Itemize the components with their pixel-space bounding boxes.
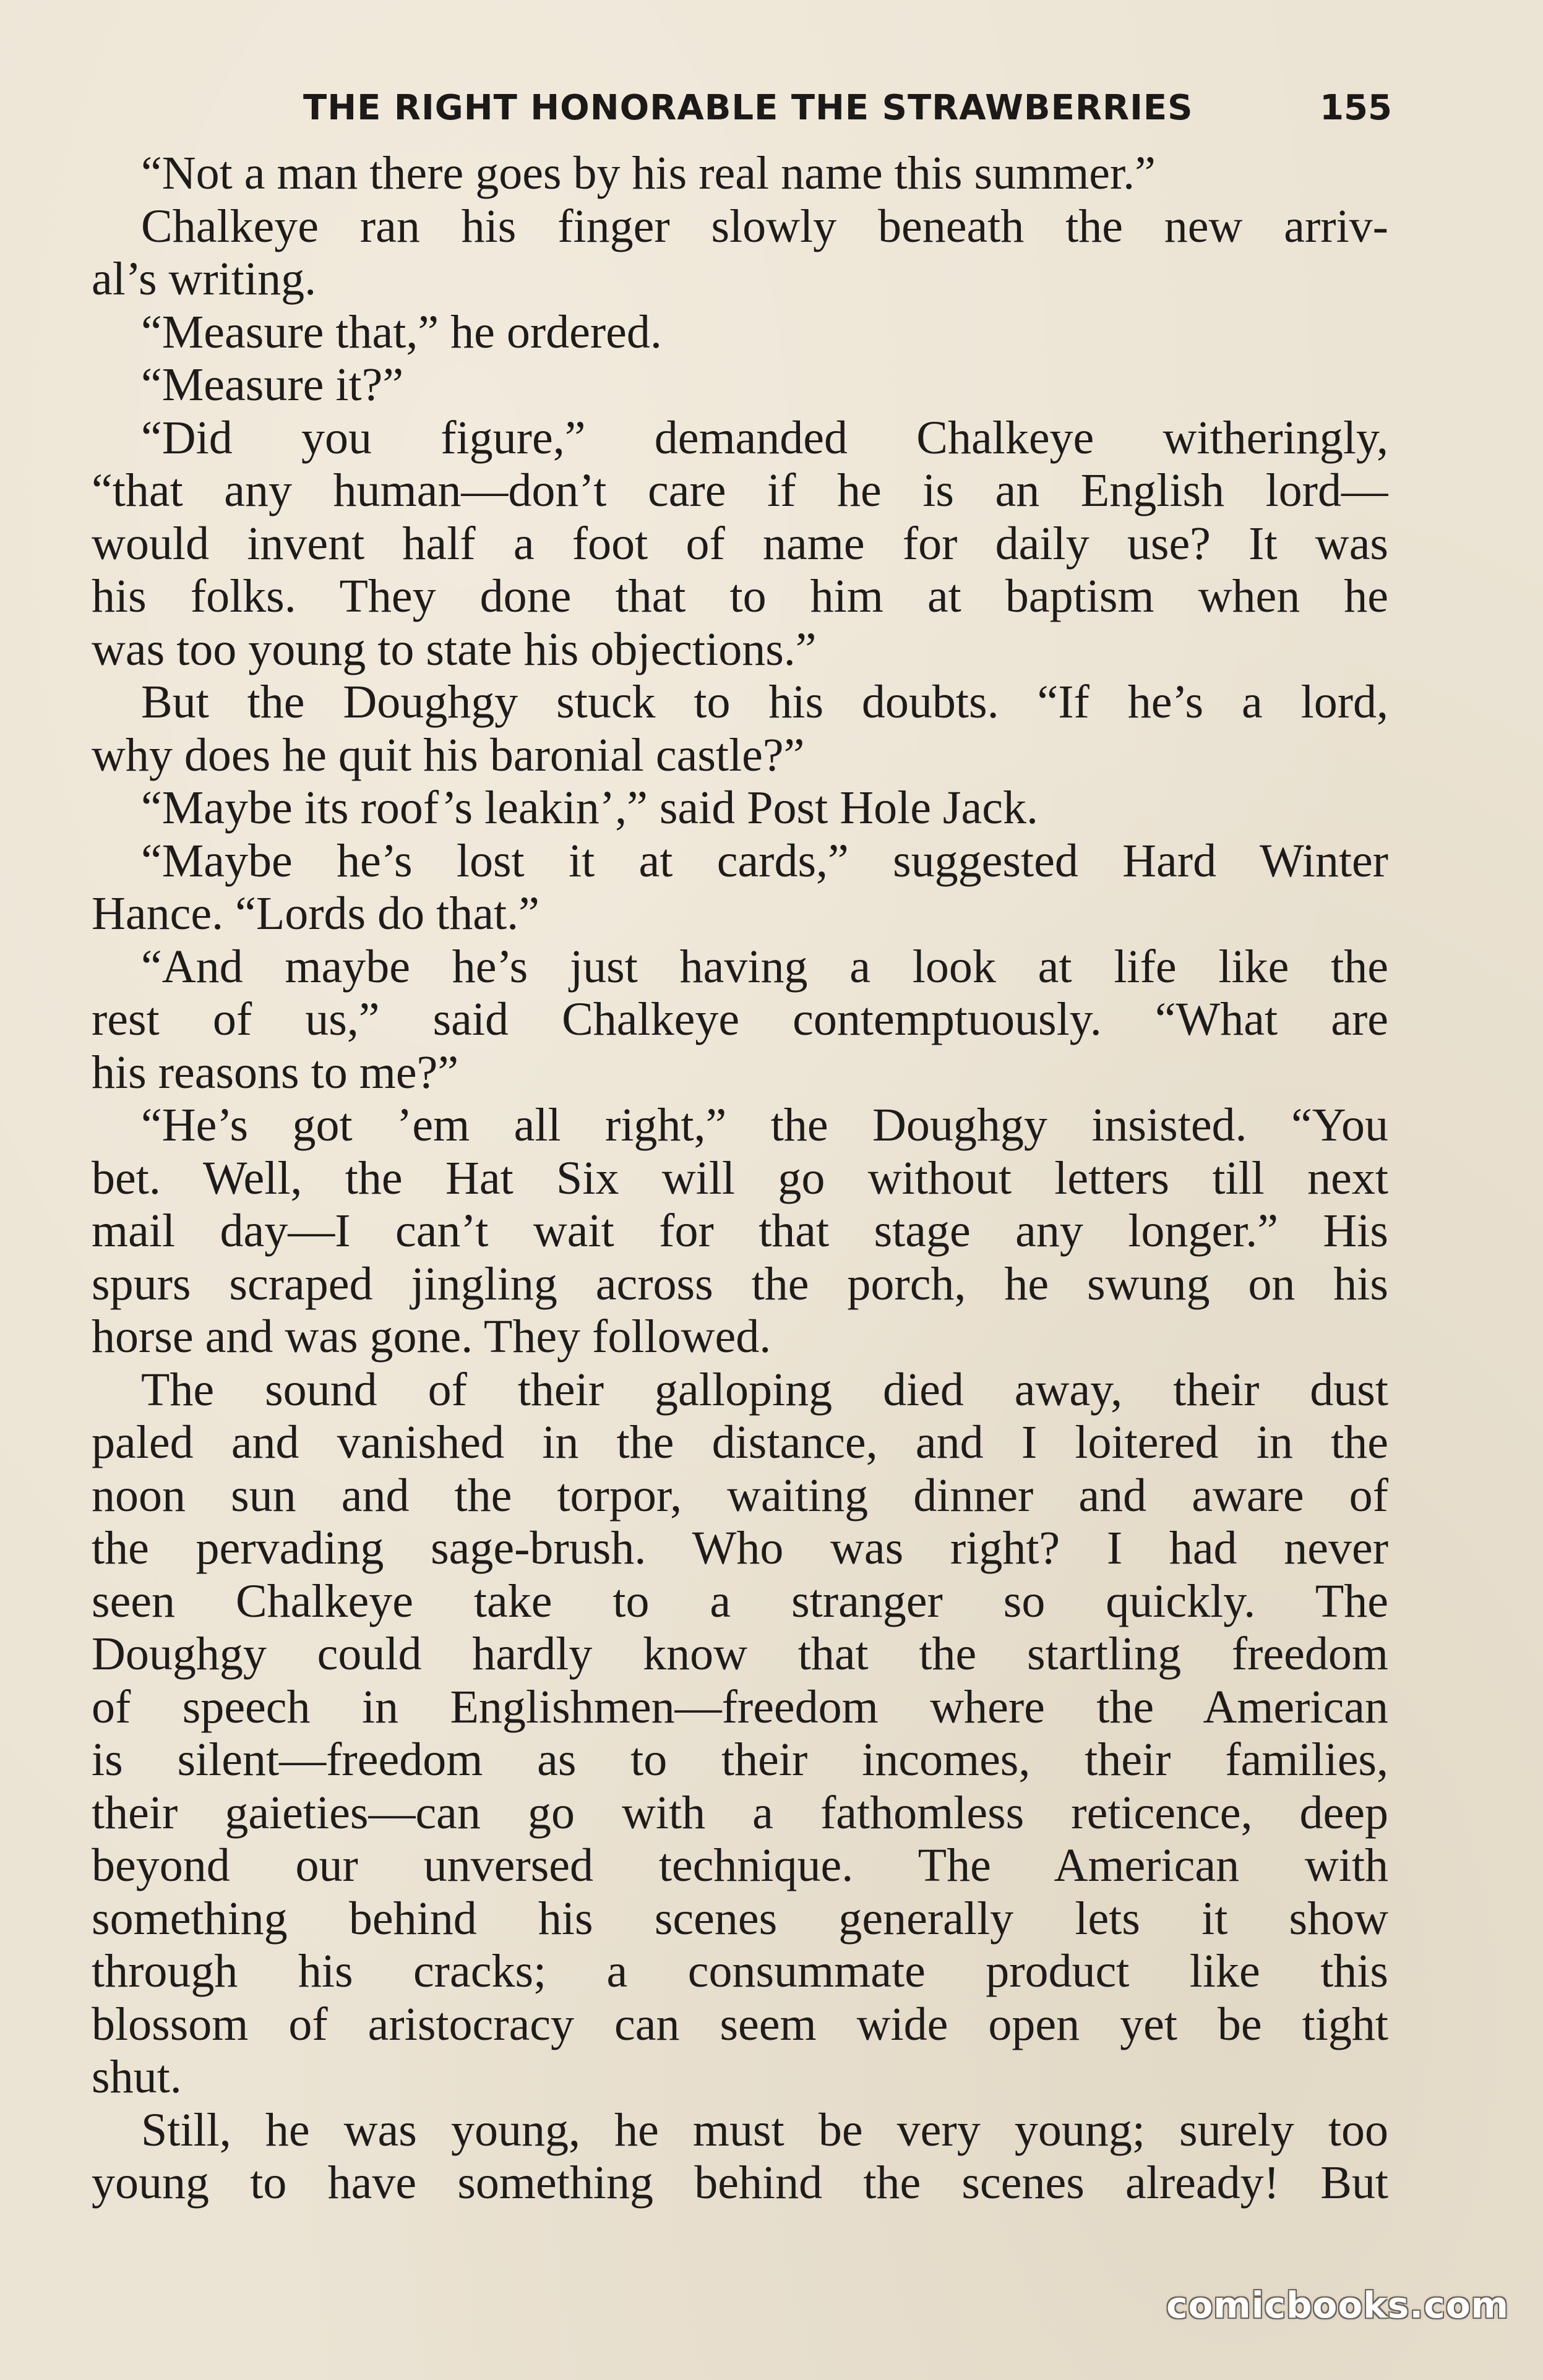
text-line: But the Doughgy stuck to his doubts. “If he’s a lord, — [141, 676, 1388, 728]
text-line: “Maybe its roof’s leakin’,” said Post Hole Jack. — [141, 782, 1038, 834]
text-line: paled and vanished in the distance, and I loitered in the — [92, 1416, 1388, 1468]
page-header — [93, 80, 1392, 136]
text-line: through his cracks; a consummate product like this — [92, 1945, 1388, 1997]
text-line: “that any human—don’t care if he is an English lord— — [92, 464, 1388, 516]
text-line: “Measure it?” — [141, 359, 404, 411]
text-line: Chalkeye ran his finger slowly beneath the new arriv- — [141, 200, 1388, 252]
text-line: of speech in Englishmen—freedom where the American — [92, 1680, 1388, 1733]
text-line: the pervading sage-brush. Who was right? I had never — [92, 1522, 1388, 1574]
text-line: Doughgy could hardly know that the startling freedom — [92, 1628, 1388, 1680]
running-title: THE RIGHT HONORABLE THE STRAWBERRIES — [303, 88, 1193, 128]
text-line: their gaieties—can go with a fathomless reticence, deep — [92, 1786, 1388, 1839]
text-line: “Maybe he’s lost it at cards,” suggested Hard Winter — [141, 834, 1388, 887]
text-line: his folks. They done that to him at baptism when he — [92, 570, 1388, 622]
text-line: would invent half a foot of name for daily use? It was — [92, 517, 1388, 570]
text-line: rest of us,” said Chalkeye contemptuously. “What are — [92, 993, 1388, 1045]
text-line: noon sun and the torpor, waiting dinner and aware of — [92, 1469, 1388, 1522]
text-line: “He’s got ’em all right,” the Doughgy insisted. “You — [141, 1099, 1388, 1151]
text-line: Hance. “Lords do that.” — [92, 888, 539, 940]
body-text — [92, 147, 1388, 2210]
text-line: seen Chalkeye take to a stranger so quickly. The — [92, 1575, 1388, 1627]
page-number: 155 — [1320, 88, 1392, 128]
watermark: comicbooks.com — [1166, 2284, 1509, 2326]
text-line: “Did you figure,” demanded Chalkeye witheringly, — [141, 411, 1388, 464]
text-line: “And maybe he’s just having a look at life like the — [141, 940, 1388, 993]
text-line: mail day—I can’t wait for that stage any longer.” His — [92, 1205, 1388, 1257]
text-line: young to have something behind the scenes already! But — [92, 2157, 1388, 2209]
text-line: The sound of their galloping died away, their dust — [141, 1363, 1388, 1416]
text-line: horse and was gone. They followed. — [92, 1311, 772, 1363]
text-line: “Not a man there goes by his real name this summer.” — [141, 147, 1156, 199]
text-line: shut. — [92, 2051, 182, 2103]
text-line: spurs scraped jingling across the porch, he swung on his — [92, 1257, 1388, 1310]
text-line: “Measure that,” he ordered. — [141, 306, 662, 358]
text-line: beyond our unversed technique. The American with — [92, 1839, 1388, 1891]
text-line: his reasons to me?” — [92, 1046, 459, 1098]
text-line: is silent—freedom as to their incomes, their families, — [92, 1734, 1388, 1786]
text-line: bet. Well, the Hat Six will go without letters till next — [92, 1152, 1388, 1204]
text-line: something behind his scenes generally lets it show — [92, 1892, 1388, 1945]
text-line: al’s writing. — [92, 253, 317, 305]
text-line: why does he quit his baronial castle?” — [92, 729, 805, 781]
text-line: Still, he was young, he must be very young; surely too — [141, 2104, 1388, 2156]
text-line: blossom of aristocracy can seem wide open yet be tight — [92, 1998, 1388, 2050]
text-line: was too young to state his objections.” — [92, 623, 817, 675]
